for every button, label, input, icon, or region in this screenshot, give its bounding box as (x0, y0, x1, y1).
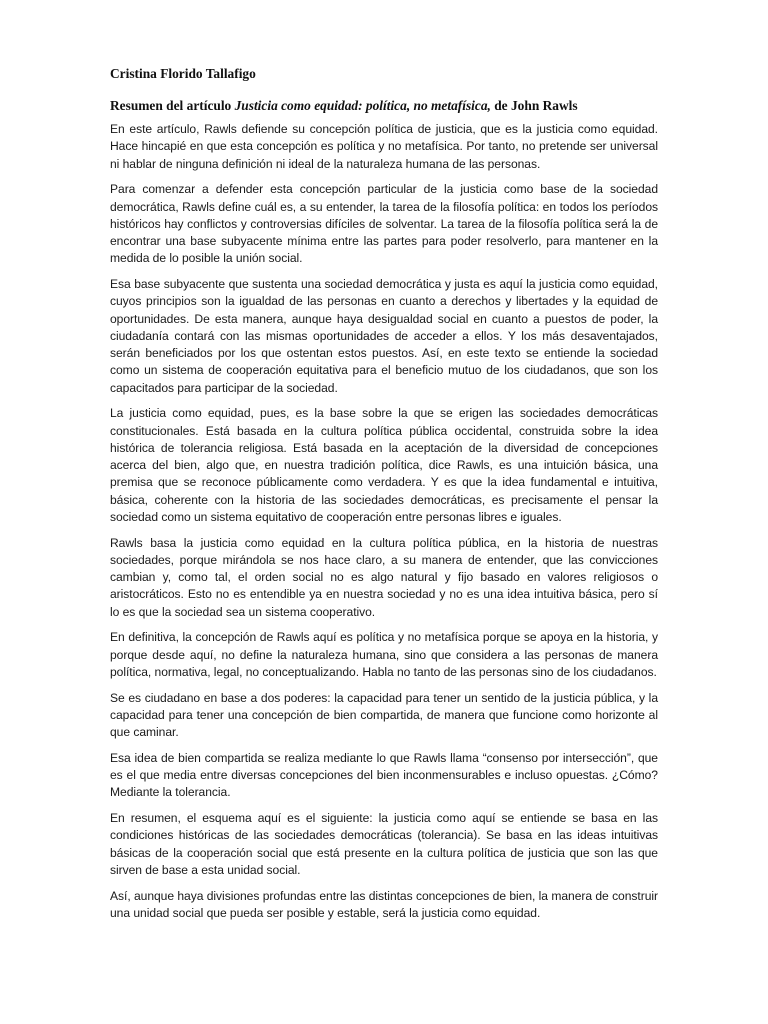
title-article-name: Justicia como equidad: política, no metafísica, (234, 98, 491, 113)
paragraph: Esa idea de bien compartida se realiza mediante lo que Rawls llama “consenso por intersección”, que es el que media entre diversas concepciones del bien inconmensurables e incluso opuestas. ¿Cómo? Mediante la tolerancia. (110, 750, 658, 800)
paragraph: En definitiva, la concepción de Rawls aquí es política y no metafísica porque se apoya en la historia, y porque desde aquí, no define la naturaleza humana, sino que considera a las personas de manera política, normativa, legal, no conceptualizando. Habla no tanto de las personas sino de los ciudadanos. (110, 630, 658, 679)
title-suffix: de John Rawls (490, 98, 578, 113)
paragraph: Así, aunque haya divisiones profundas entre las distintas concepciones de bien, la manera de construir una unidad social que pueda ser posible y estable, será la justicia como equidad. (110, 888, 658, 920)
paragraph: Rawls basa la justicia como equidad en la cultura política pública, en la historia de nuestras sociedades, porque mirándola se nos hace claro, a su manera de entender, que las convicciones cambian y, como tal, el orden social no es algo natural y fijo basado en valores religiosos o aristocráticos. Esto no es entendible ya en nuestra sociedad y no es una idea intuitiva básica, pero sí lo es que la sociedad sea un sistema cooperativo. (110, 535, 658, 619)
paragraph: La justicia como equidad, pues, es la base sobre la que se erigen las sociedades democráticas constitucionales. Está basada en la cultura política pública occidental, construida sobre la idea histórica de tolerancia religiosa. Está basada en la aceptación de la diversidad de concepciones acerca del bien, algo que, en nuestra tradición política, dice Rawls, es una intuición básica, una premisa que se reconoce públicamente como verdadera. Y es que la idea fundamental e intuitiva, básica, coherente con la historia de las sociedades democráticas, es precisamente el pensar la sociedad como un sistema equitativo de cooperación entre personas libres e iguales. (110, 406, 658, 524)
document-title (110, 96, 658, 116)
paragraph: Esa base subyacente que sustenta una sociedad democrática y justa es aquí la justicia como equidad, cuyos principios son la igualdad de las personas en cuanto a derechos y libertades y la equidad de oportunidades. De esta manera, aunque haya desigualdad social en cuanto a puestos de poder, la ciudadanía contará con las mismas oportunidades de acceder a ellos. Y los más desaventajados, serán beneficiados por los que ostentan estos puestos. Así, en este texto se entiende la sociedad como un sistema de cooperación equitativa para el beneficio mutuo de los ciudadanos, que son los capacitados para participar de la sociedad. (110, 277, 658, 395)
title-prefix: Resumen del artículo (110, 98, 235, 113)
paragraph: En este artículo, Rawls defiende su concepción política de justicia, que es la justicia como equidad. Hace hincapié en que esta concepción es política y no metafísica. Por tanto, no pretende ser universal ni hablar de ninguna definición ni ideal de la naturaleza humana de las personas. (110, 122, 658, 171)
paragraph: Para comenzar a defender esta concepción particular de la justicia como base de la sociedad democrática, Rawls define cuál es, a su entender, la tarea de la filosofía política: en todos los períodos históricos hay conflictos y controversias difíciles de solventar. La tarea de la filosofía política será la de encontrar una base subyacente mínima entre las partes para poder resolverlo, para mantener en la medida de lo posible la unión social. (110, 182, 658, 266)
document-body (110, 64, 658, 931)
paragraph: En resumen, el esquema aquí es el siguiente: la justicia como aquí se entiende se basa en las condiciones históricas de las sociedades democráticas (tolerancia). Se basa en las ideas intuitivas básicas de la cooperación social que está presente en la cultura política de justicia que son las que sirven de base a esta unidad social. (110, 811, 658, 877)
paragraph: Se es ciudadano en base a dos poderes: la capacidad para tener un sentido de la justicia pública, y la capacidad para tener una concepción de bien compartida, de manera que funcione como horizonte al que caminar. (110, 690, 658, 739)
author-name: Cristina Florido Tallafigo (110, 66, 256, 81)
